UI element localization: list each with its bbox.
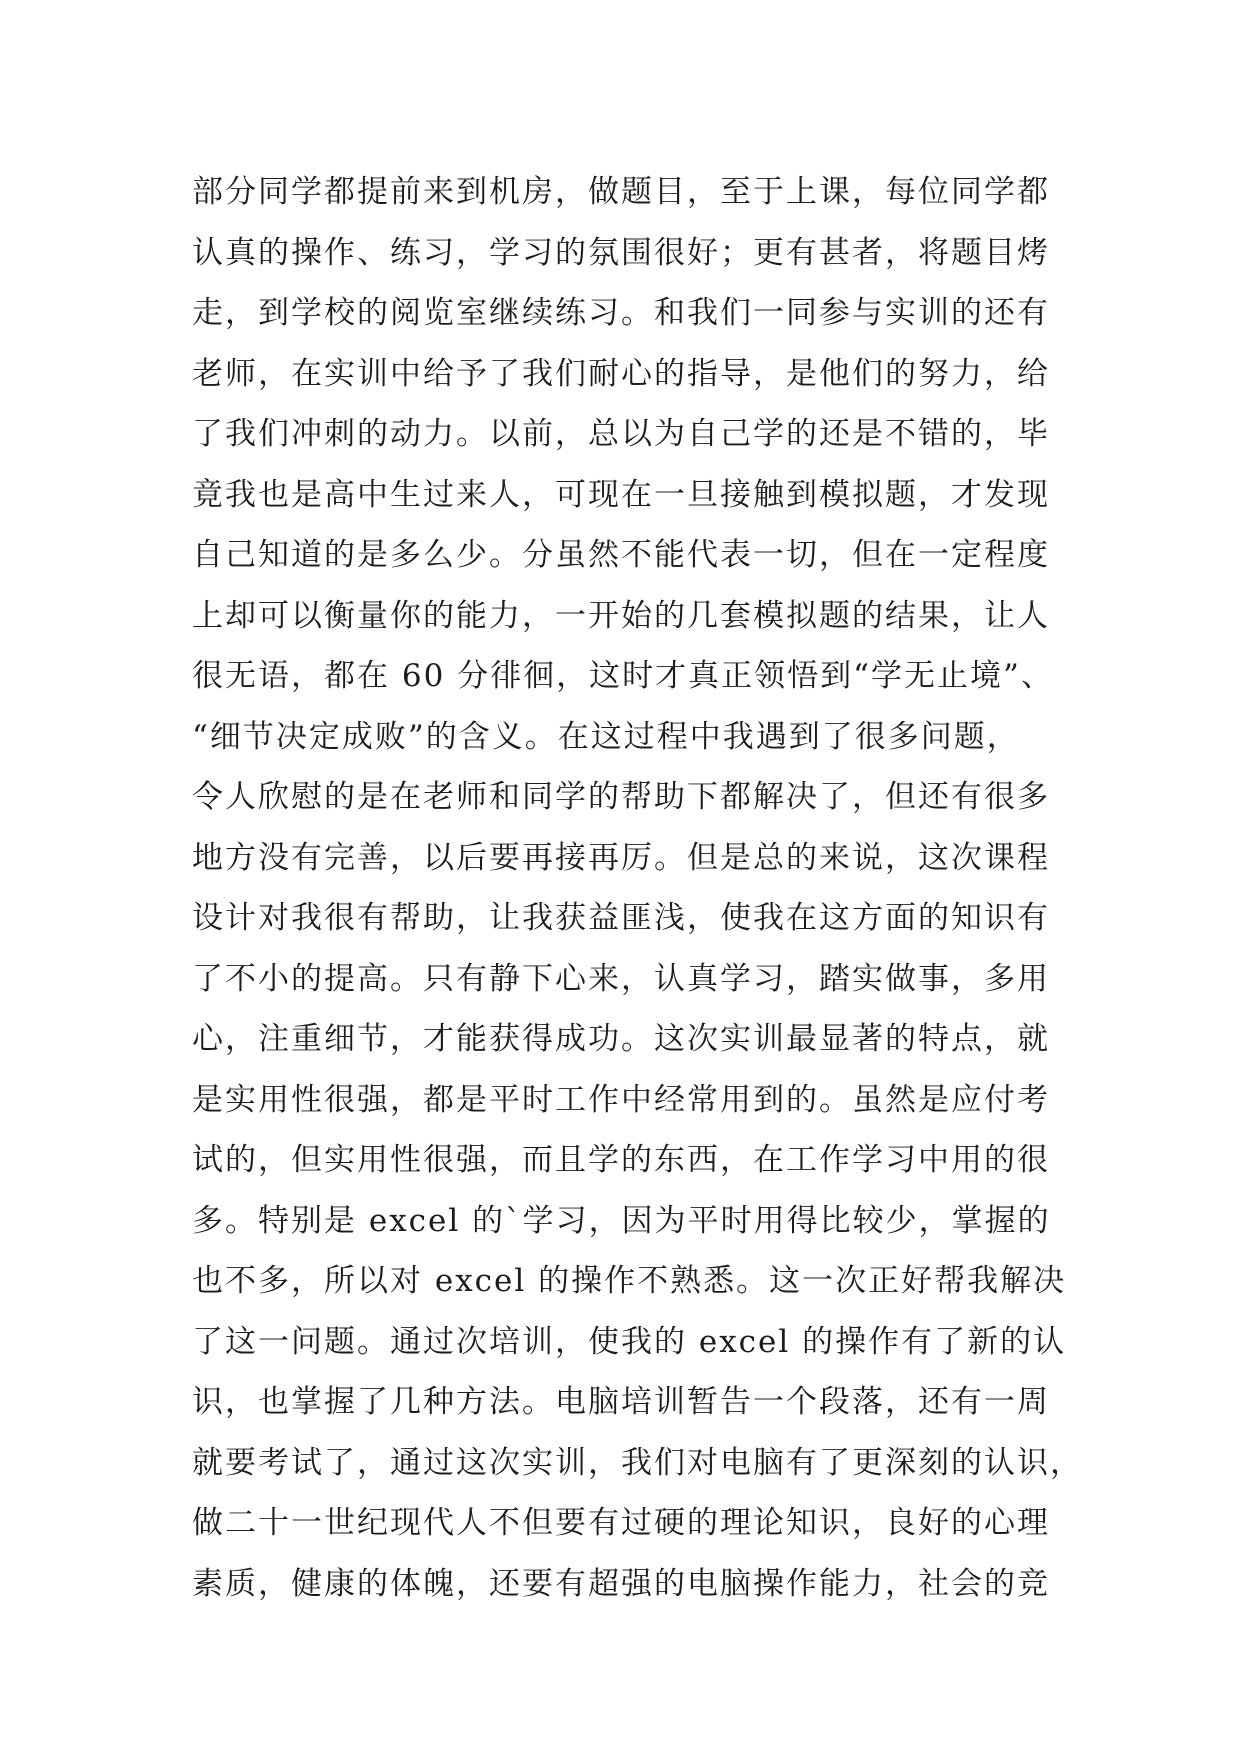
- text-line: 识，也掌握了几种方法。电脑培训暂告一个段落，还有一周: [192, 1384, 1050, 1420]
- text-line: 认真的操作、练习，学习的氛围很好；更有甚者，将题目烤: [192, 234, 1050, 271]
- text-line: 就要考试了，通过这次实训，我们对电脑有了更深刻的认识，: [192, 1444, 1083, 1481]
- text-line: 设计对我很有帮助，让我获益匪浅，使我在这方面的知识有: [192, 900, 1050, 936]
- text-line: 试的，但实用性很强，而且学的东西，在工作学习中用的很: [192, 1142, 1050, 1178]
- text-line: 老师，在实训中给予了我们耐心的指导，是他们的努力，给: [192, 355, 1050, 392]
- text-line: 做二十一世纪现代人不但要有过硬的理论知识，良好的心理: [192, 1505, 1050, 1541]
- text-line: 部分同学都提前来到机房，做题目，至于上课，每位同学都: [192, 174, 1050, 210]
- text-line: “细节决定成败”的含义。在这过程中我遇到了很多问题，: [192, 718, 1020, 755]
- text-line: 自己知道的是多么少。分虽然不能代表一切，但在一定程度: [192, 537, 1050, 573]
- text-line: 上却可以衡量你的能力，一开始的几套模拟题的结果，让人: [192, 597, 1050, 634]
- text-line: 多。特别是 excel 的`学习，因为平时用得比较少，掌握的: [192, 1202, 1051, 1239]
- text-line: 也不多，所以对 excel 的操作不熟悉。这一次正好帮我解决: [192, 1263, 1067, 1299]
- text-line: 走，到学校的阅览室继续练习。和我们一同参与实训的还有: [192, 295, 1050, 331]
- text-line: 是实用性很强，都是平时工作中经常用到的。虽然是应付考: [192, 1081, 1050, 1118]
- body-text: [192, 162, 1083, 1614]
- text-line: 很无语，都在 60 分徘徊，这时才真正领悟到“学无止境”、: [192, 658, 1054, 694]
- text-line: 竟我也是高中生过来人，可现在一旦接触到模拟题，才发现: [192, 476, 1050, 513]
- text-line: 了我们冲刺的动力。以前，总以为自己学的还是不错的，毕: [192, 416, 1050, 452]
- text-line: 素质，健康的体魄，还要有超强的电脑操作能力，社会的竞: [192, 1565, 1050, 1602]
- text-line: 了这一问题。通过次培训，使我的 excel 的操作有了新的认: [192, 1323, 1067, 1360]
- text-line: 令人欣慰的是在老师和同学的帮助下都解决了，但还有很多: [192, 779, 1050, 815]
- text-line: 心，注重细节，才能获得成功。这次实训最显著的特点，就: [192, 1021, 1050, 1057]
- text-line: 地方没有完善，以后要再接再厉。但是总的来说，这次课程: [192, 839, 1050, 876]
- text-line: 了不小的提高。只有静下心来，认真学习，踏实做事，多用: [192, 960, 1050, 997]
